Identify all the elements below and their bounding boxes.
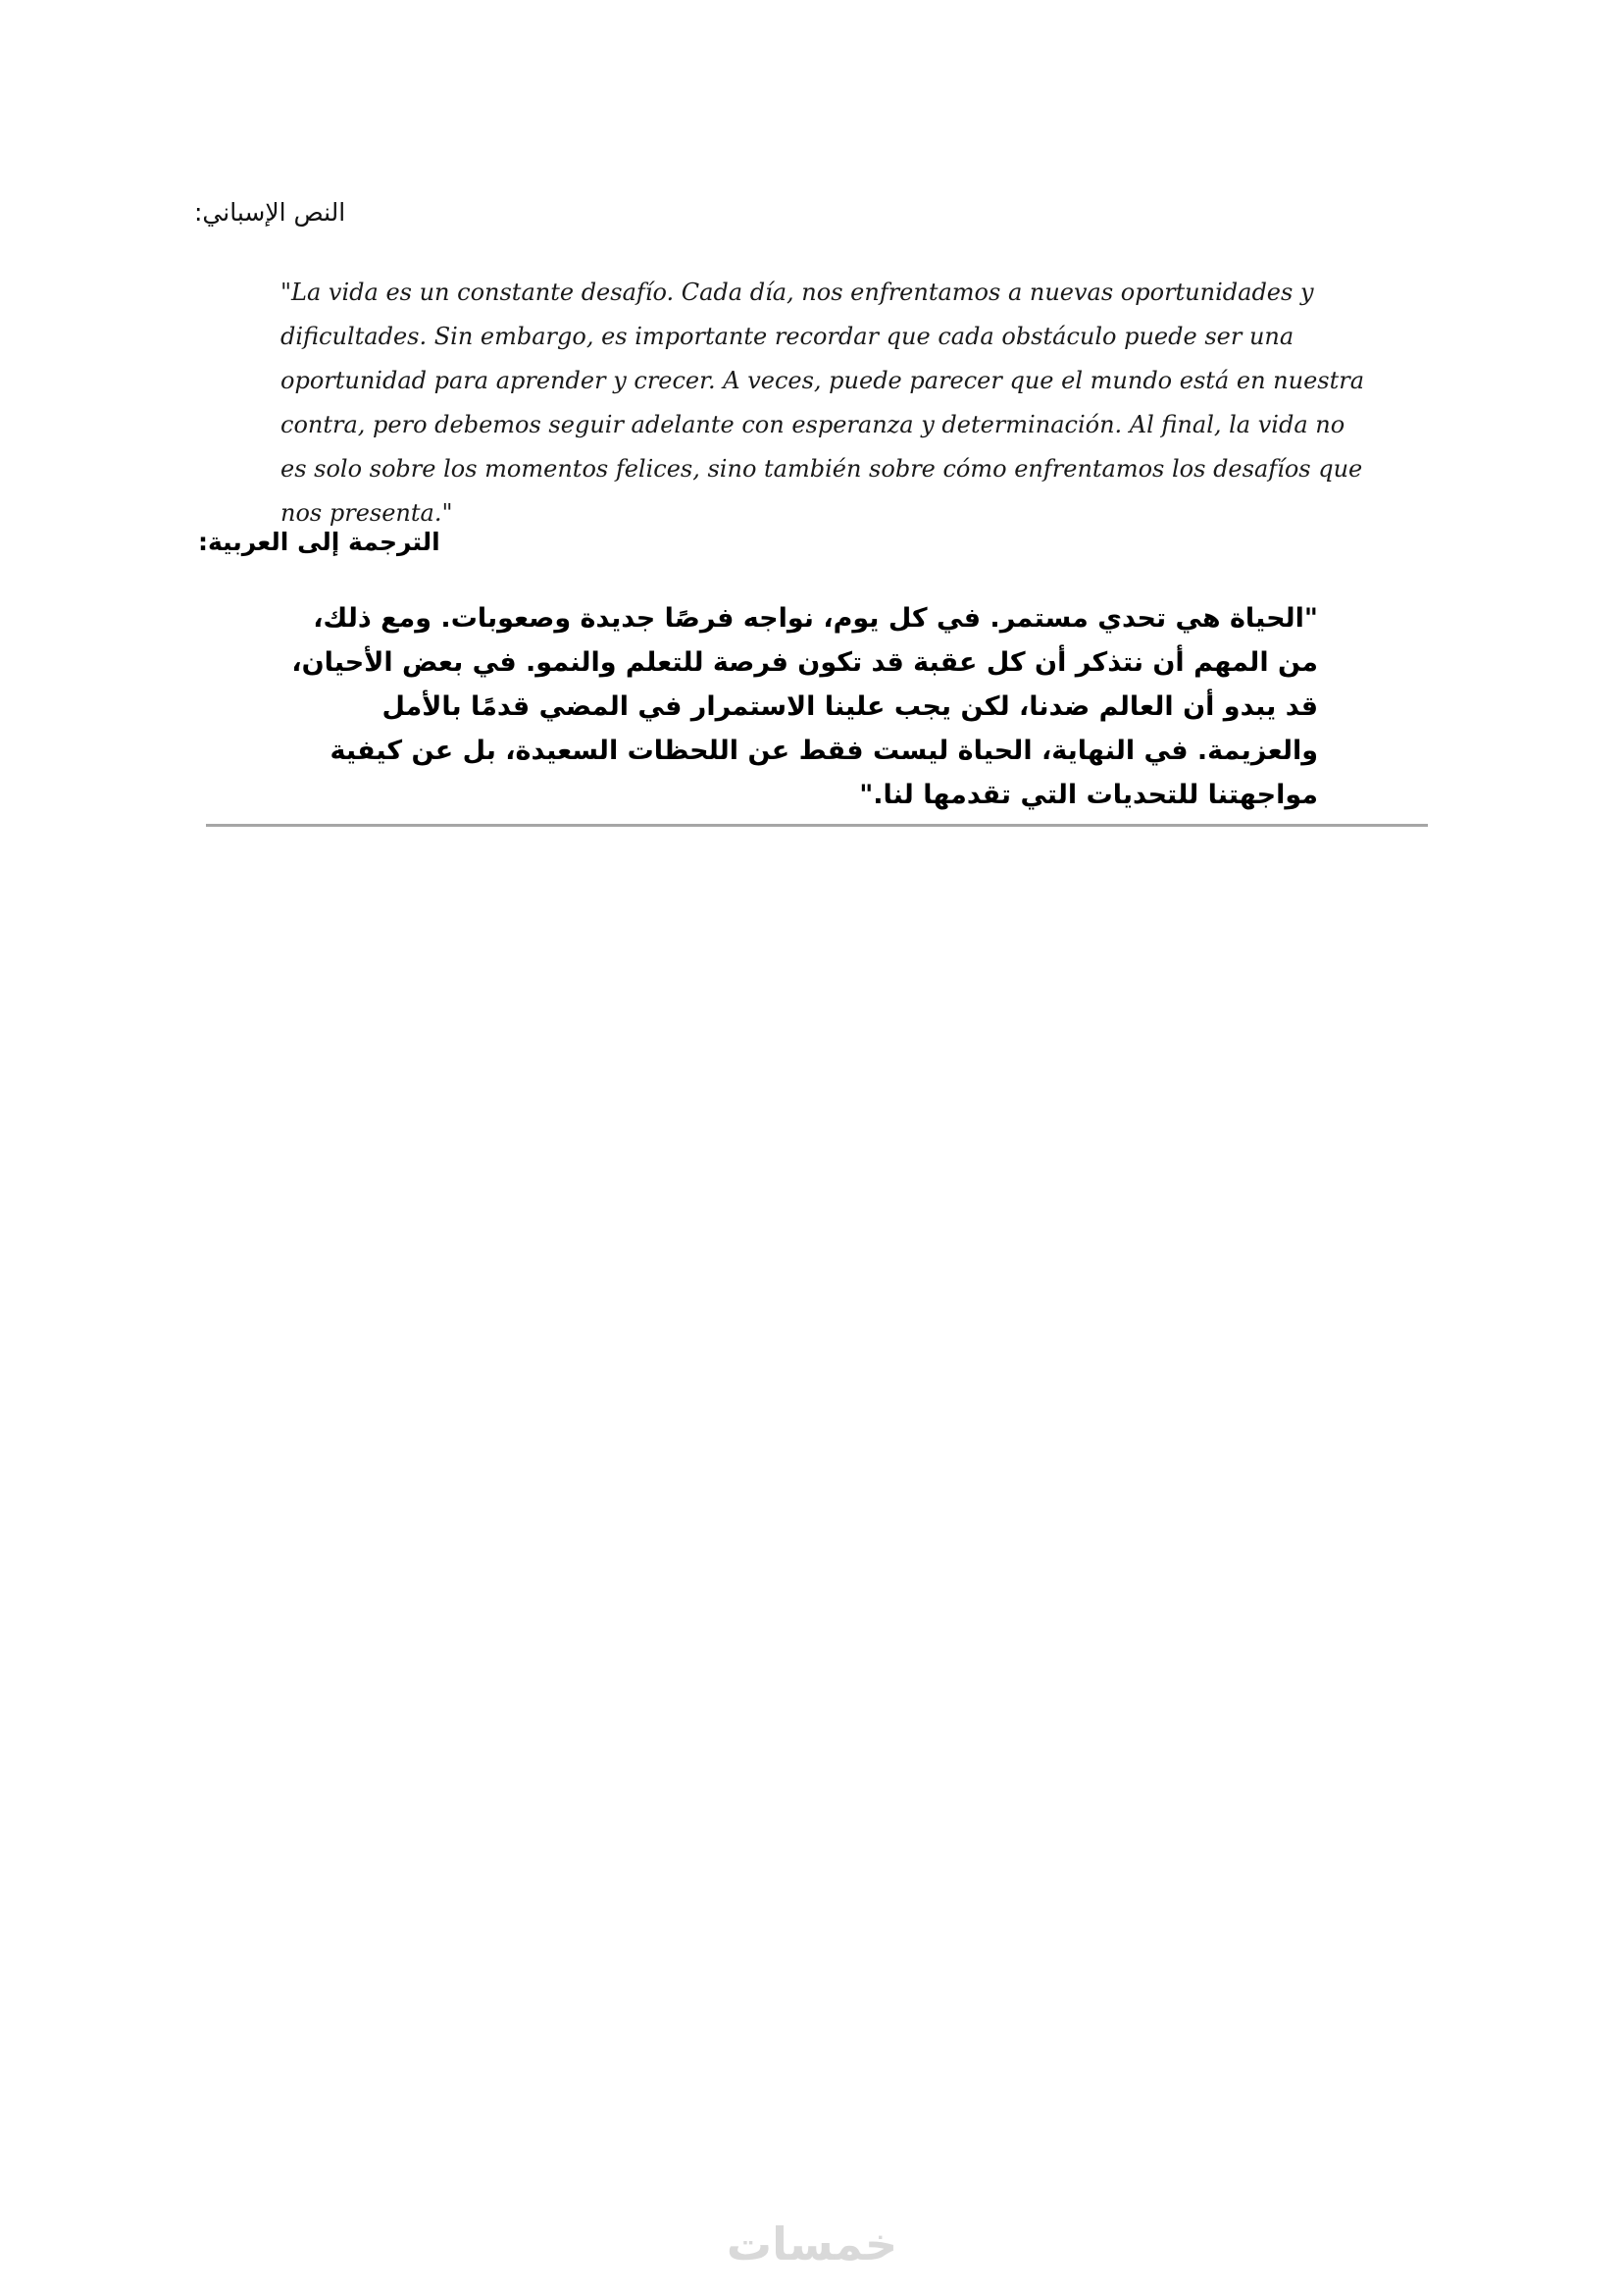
arabic-quote: "الحياة هي تحدي مستمر. في كل يوم، نواجه فرصًا جديدة وصعوبات. ومع ذلك، من المهم أن نتذكر أن كل عقبة قد تكون فرصة للتعلم والنمو. في بعض الأحيان، قد يبدو أن العالم ضدنا، لكن يجب علينا الاستمرار في المضي قدمًا بالأمل والعزيمة. في النهاية، الحياة ليست فقط عن اللحظات السعيدة، بل عن كيفية مواجهتنا للتحديات التي تقدمها لنا." — [291, 603, 1318, 810]
watermark-text: خمسات — [726, 2218, 898, 2270]
spanish-text-label: النص الإسباني: — [194, 198, 346, 227]
khamsat-logo-icon — [706, 2215, 918, 2273]
watermark-logo — [706, 2215, 918, 2273]
arabic-translation-label: الترجمة إلى العربية: — [198, 528, 440, 556]
spanish-quote: "La vida es un constante desafío. Cada día, nos enfrentamos a nuevas oportunidades y dificultades. Sin embargo, es importante recordar que cada obstáculo puede ser una oportunidad para aprender y crecer. A veces, puede parecer que el mundo está en nuestra contra, pero debemos seguir adelante con esperanza y determinación. Al final, la vida no es solo sobre los momentos felices, sino también sobre cómo enfrentamos los desafíos que nos presenta." — [280, 279, 1365, 527]
horizontal-divider — [206, 824, 1428, 827]
